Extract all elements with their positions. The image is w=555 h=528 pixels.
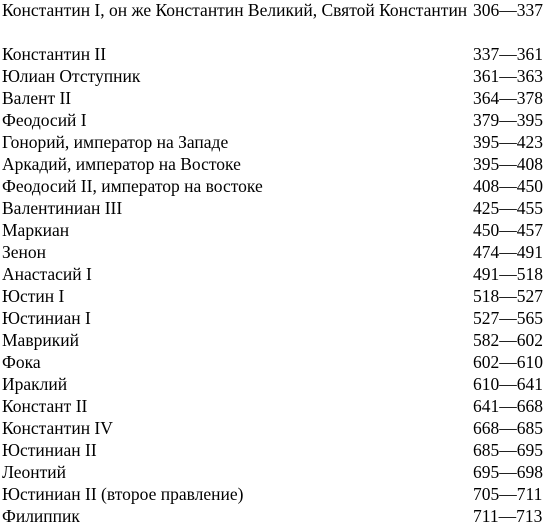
reign-years: 602—610: [473, 352, 543, 372]
ruler-name: Юстиниан II: [2, 440, 97, 460]
table-row: [2, 374, 555, 396]
reign-years: 364—378: [473, 88, 543, 108]
reign-years: 379—395: [473, 110, 543, 130]
ruler-name: Аркадий, император на Востоке: [2, 154, 241, 174]
table-row: [2, 352, 555, 374]
ruler-name: Юстиниан I: [2, 308, 91, 328]
table-row: [2, 286, 555, 308]
table-row: [2, 418, 555, 440]
table-row: [2, 264, 555, 286]
ruler-name: Юлиан Отступник: [2, 66, 141, 86]
table-row: [2, 176, 555, 198]
reign-years: 425—455: [473, 198, 543, 218]
ruler-name: Юстин I: [2, 286, 65, 306]
table-row: [2, 110, 555, 132]
ruler-name: Ираклий: [2, 374, 68, 394]
table-row: [2, 154, 555, 176]
reign-years: 395—423: [473, 132, 543, 152]
table-row: [2, 462, 555, 484]
reign-years: 337—361: [473, 44, 543, 64]
reign-years: 668—685: [473, 418, 543, 438]
ruler-name: Фока: [2, 352, 41, 372]
reign-years: 306—337: [473, 0, 543, 20]
table-row: [2, 66, 555, 88]
table-row: [2, 396, 555, 418]
reign-years: 361—363: [473, 66, 543, 86]
table-row: [2, 88, 555, 110]
reign-years: 474—491: [473, 242, 543, 262]
reign-years: 395—408: [473, 154, 543, 174]
table-row: [2, 440, 555, 462]
table-row: [2, 484, 555, 506]
ruler-name: Валентиниан III: [2, 198, 123, 218]
rulers-table: [2, 0, 555, 528]
table-row: [2, 330, 555, 352]
table-row: [2, 0, 555, 44]
ruler-name: Зенон: [2, 242, 47, 262]
ruler-name: Анастасий I: [2, 264, 92, 284]
ruler-name: Леонтий: [2, 462, 67, 482]
ruler-name: Констант II: [2, 396, 88, 416]
table-row: [2, 220, 555, 242]
table-row: [2, 198, 555, 220]
ruler-name: Гонорий, император на Западе: [2, 132, 229, 152]
table-row: [2, 44, 555, 66]
table-row: [2, 132, 555, 154]
ruler-name: Феодосий II, император на востоке: [2, 176, 263, 196]
ruler-name: Константин I, он же Константин Великий, Святой Константин: [2, 0, 468, 20]
ruler-name: Константин II: [2, 44, 107, 64]
table-row: [2, 242, 555, 264]
reign-years: 711—713: [473, 506, 543, 526]
reign-years: 527—565: [473, 308, 543, 328]
reign-years: 582—602: [473, 330, 543, 350]
reign-years: 695—698: [473, 462, 543, 482]
reign-years: 518—527: [473, 286, 543, 306]
ruler-name: Юстиниан II (второе правление): [2, 484, 244, 504]
table-row: [2, 506, 555, 528]
reign-years: 705—711: [473, 484, 543, 504]
reign-years: 408—450: [473, 176, 543, 196]
ruler-name: Константин IV: [2, 418, 113, 438]
ruler-name: Филиппик: [2, 506, 80, 526]
table-row: [2, 308, 555, 330]
reign-years: 610—641: [473, 374, 543, 394]
reign-years: 491—518: [473, 264, 543, 284]
ruler-name: Феодосий I: [2, 110, 87, 130]
ruler-name: Валент II: [2, 88, 72, 108]
reign-years: 685—695: [473, 440, 543, 460]
ruler-name: Маркиан: [2, 220, 70, 240]
reign-years: 450—457: [473, 220, 543, 240]
ruler-name: Маврикий: [2, 330, 79, 350]
reign-years: 641—668: [473, 396, 543, 416]
